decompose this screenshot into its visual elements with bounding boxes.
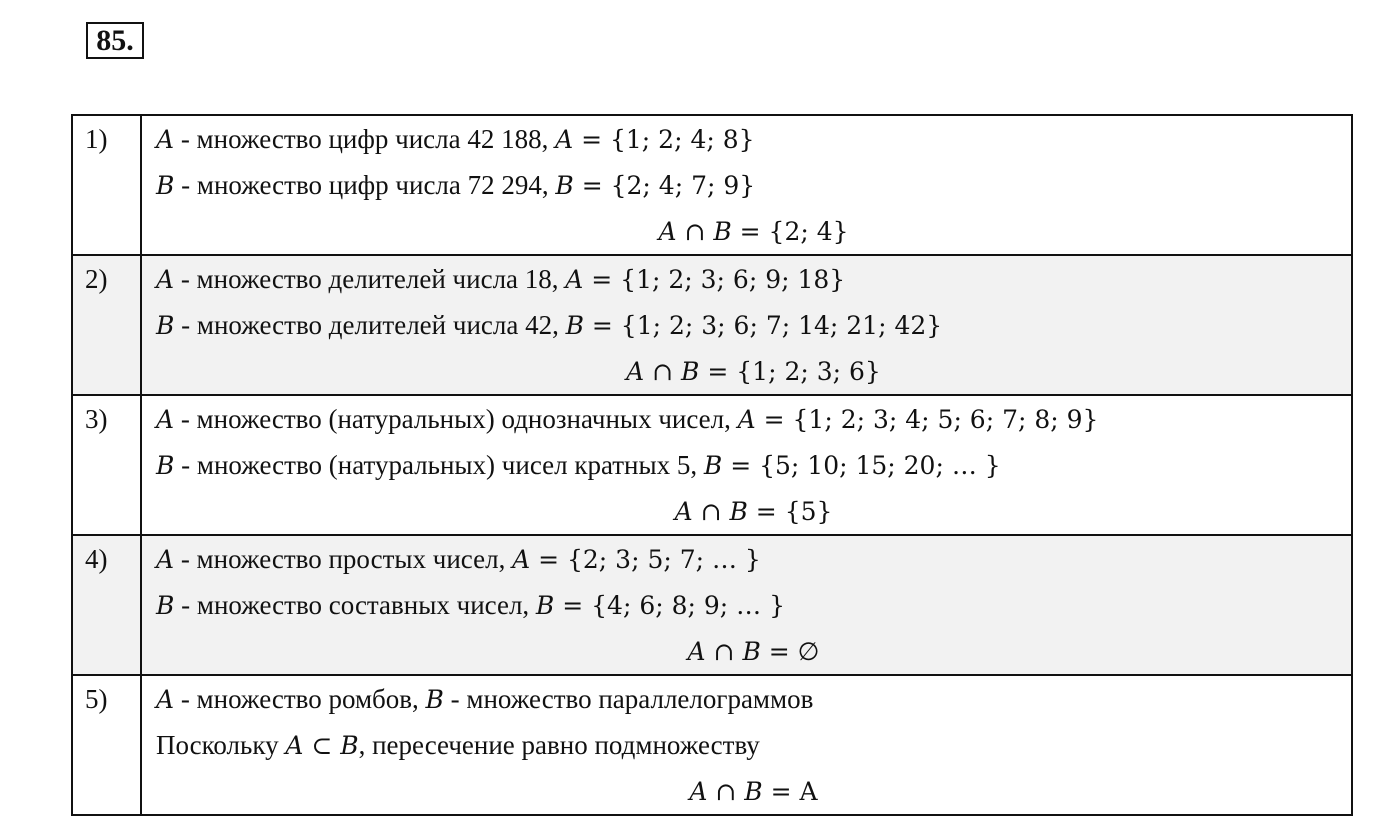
problem-number: 85.: [86, 22, 144, 59]
definition-line: A - множество ромбов, B - множество параллелограммов: [156, 684, 814, 714]
intersection-result: A ∩ B = A: [689, 777, 818, 806]
row-number: 1): [72, 115, 141, 255]
set-a-line: A - множество делителей числа 18, A = {1; 2; 3; 6; 9; 18}: [156, 264, 846, 294]
intersection-result: A ∩ B = {1; 2; 3; 6}: [626, 357, 881, 386]
row-content: [141, 115, 1352, 255]
row-content: [141, 675, 1352, 815]
table-row: [72, 535, 1352, 675]
set-a-line: A - множество простых чисел, A = {2; 3; 5; 7; … }: [156, 544, 761, 574]
row-content: [141, 255, 1352, 395]
set-b-line: B - множество (натуральных) чисел кратных 5, B = {5; 10; 15; 20; … }: [156, 450, 1001, 480]
intersection-result: A ∩ B = ∅: [687, 637, 820, 666]
row-number: 3): [72, 395, 141, 535]
set-a-line: A - множество цифр числа 42 188, A = {1; 2; 4; 8}: [156, 124, 755, 154]
set-b-line: B - множество составных чисел, B = {4; 6; 8; 9; … }: [156, 590, 785, 620]
intersection-result: A ∩ B = {5}: [674, 497, 833, 526]
reasoning-line: Поскольку A ⊂ B, пересечение равно подмножеству: [156, 730, 760, 760]
intersection-result: A ∩ B = {2; 4}: [658, 217, 849, 246]
table-row: [72, 115, 1352, 255]
row-number: 5): [72, 675, 141, 815]
set-a-line: A - множество (натуральных) однозначных чисел, A = {1; 2; 3; 4; 5; 6; 7; 8; 9}: [156, 404, 1099, 434]
set-b-line: B - множество делителей числа 42, B = {1; 2; 3; 6; 7; 14; 21; 42}: [156, 310, 943, 340]
set-b-line: B - множество цифр числа 72 294, B = {2; 4; 7; 9}: [156, 170, 756, 200]
row-content: [141, 395, 1352, 535]
solution-table: [71, 114, 1353, 816]
table-row: [72, 675, 1352, 815]
table-row: [72, 395, 1352, 535]
row-number: 4): [72, 535, 141, 675]
row-number: 2): [72, 255, 141, 395]
table-row: [72, 255, 1352, 395]
row-content: [141, 535, 1352, 675]
